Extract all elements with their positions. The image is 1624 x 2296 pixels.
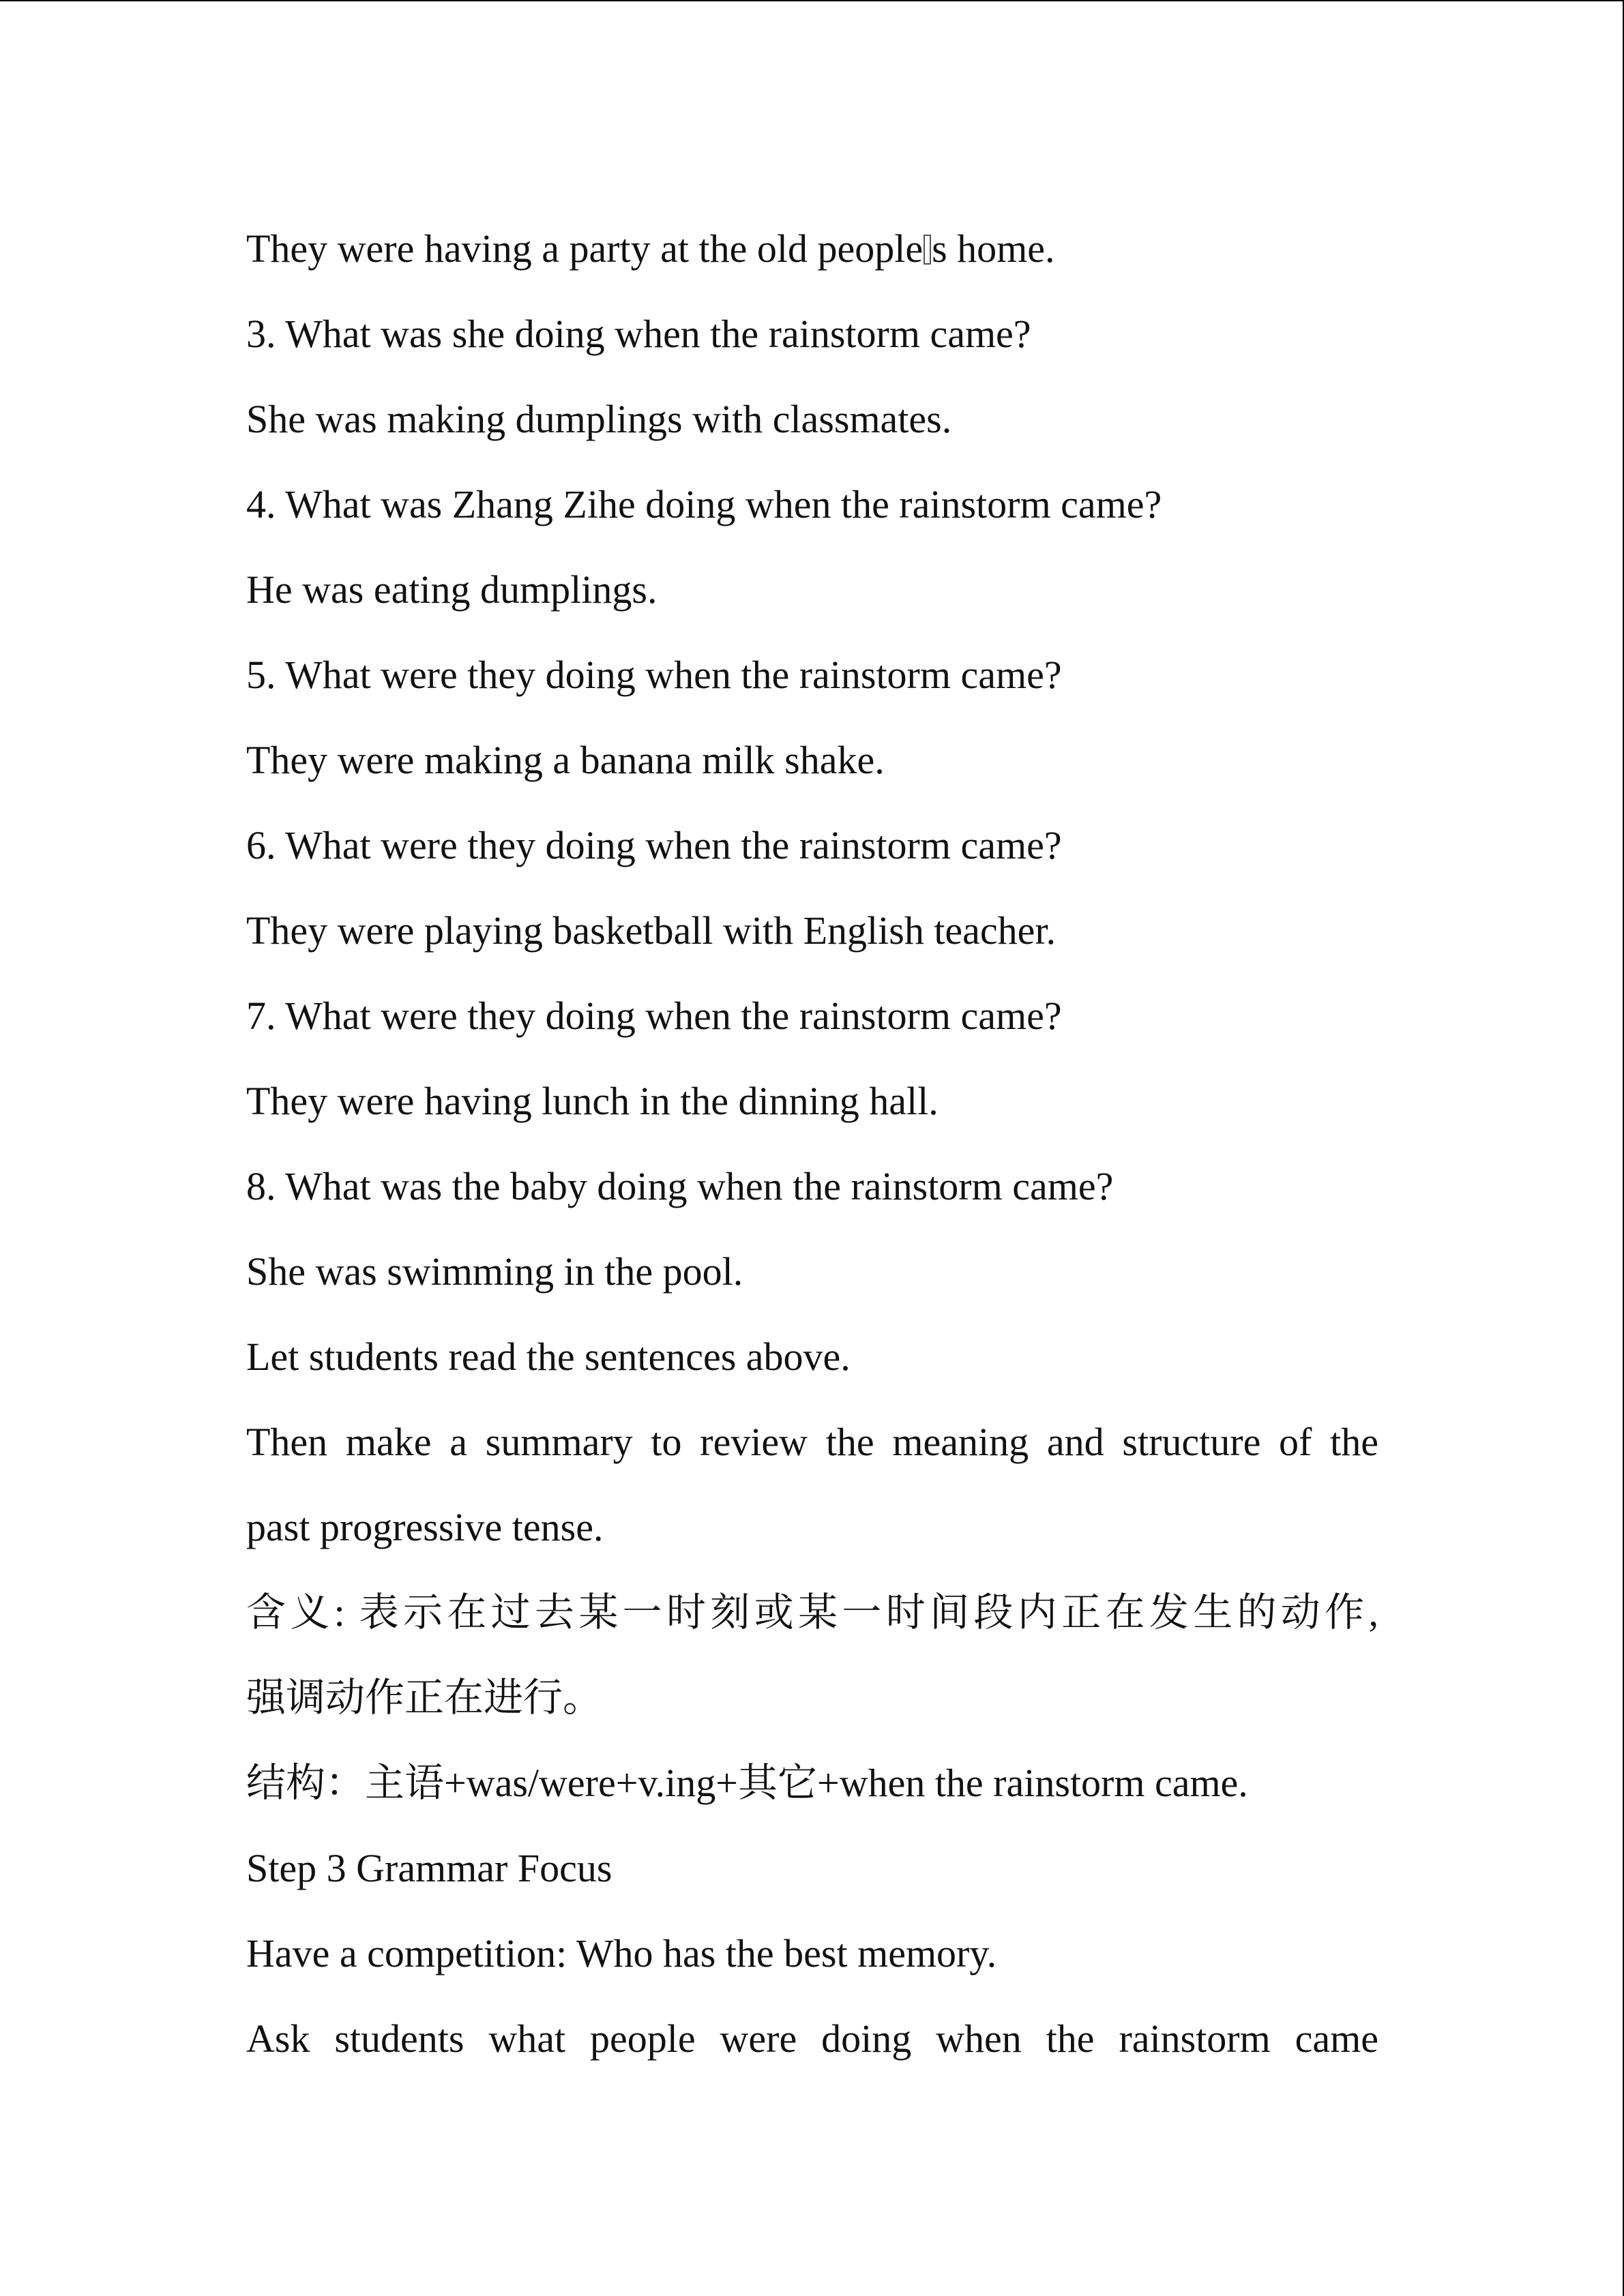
meaning-line: 含义: 表示在过去某一时刻或某一时间段内正在发生的动作, — [246, 1590, 1378, 1635]
text-fragment: They were having a party at the old people — [246, 226, 924, 271]
question-3: 3. What was she doing when the rainstorm came? — [246, 312, 1031, 356]
instruction-summary: Then make a summary to review the meaning and structure of the — [246, 1420, 1378, 1464]
missing-glyph-box — [924, 235, 931, 265]
answer-7: They were having lunch in the dinning hall. — [246, 1079, 939, 1123]
text-fragment: s home. — [932, 226, 1055, 271]
question-4: 4. What was Zhang Zihe doing when the rainstorm came? — [246, 482, 1162, 526]
step-heading: Step 3 Grammar Focus — [246, 1846, 612, 1890]
question-6: 6. What were they doing when the rainstorm came? — [246, 823, 1062, 867]
structure-line: 结构：主语+was/were+v.ing+其它+when the rainstorm came. — [246, 1761, 1248, 1805]
competition-line: Have a competition: Who has the best memory. — [246, 1931, 997, 1976]
instruction-summary-cont: past progressive tense. — [246, 1505, 604, 1549]
answer-5: They were making a banana milk shake. — [246, 738, 885, 782]
answer-8: She was swimming in the pool. — [246, 1249, 743, 1294]
question-8: 8. What was the baby doing when the rainstorm came? — [246, 1164, 1114, 1208]
answer-4: He was eating dumplings. — [246, 567, 658, 612]
text-line-party — [246, 206, 1378, 291]
ask-students-line: Ask students what people were doing when the rainstorm came — [246, 2016, 1378, 2061]
answer-6: They were playing basketball with English teacher. — [246, 908, 1057, 953]
document-body — [246, 206, 1378, 2081]
answer-3: She was making dumplings with classmates. — [246, 397, 952, 441]
question-5: 5. What were they doing when the rainstorm came? — [246, 653, 1062, 697]
meaning-line-cont: 强调动作正在进行。 — [246, 1675, 603, 1720]
question-7: 7. What were they doing when the rainstorm came? — [246, 994, 1062, 1038]
instruction-read: Let students read the sentences above. — [246, 1335, 851, 1379]
